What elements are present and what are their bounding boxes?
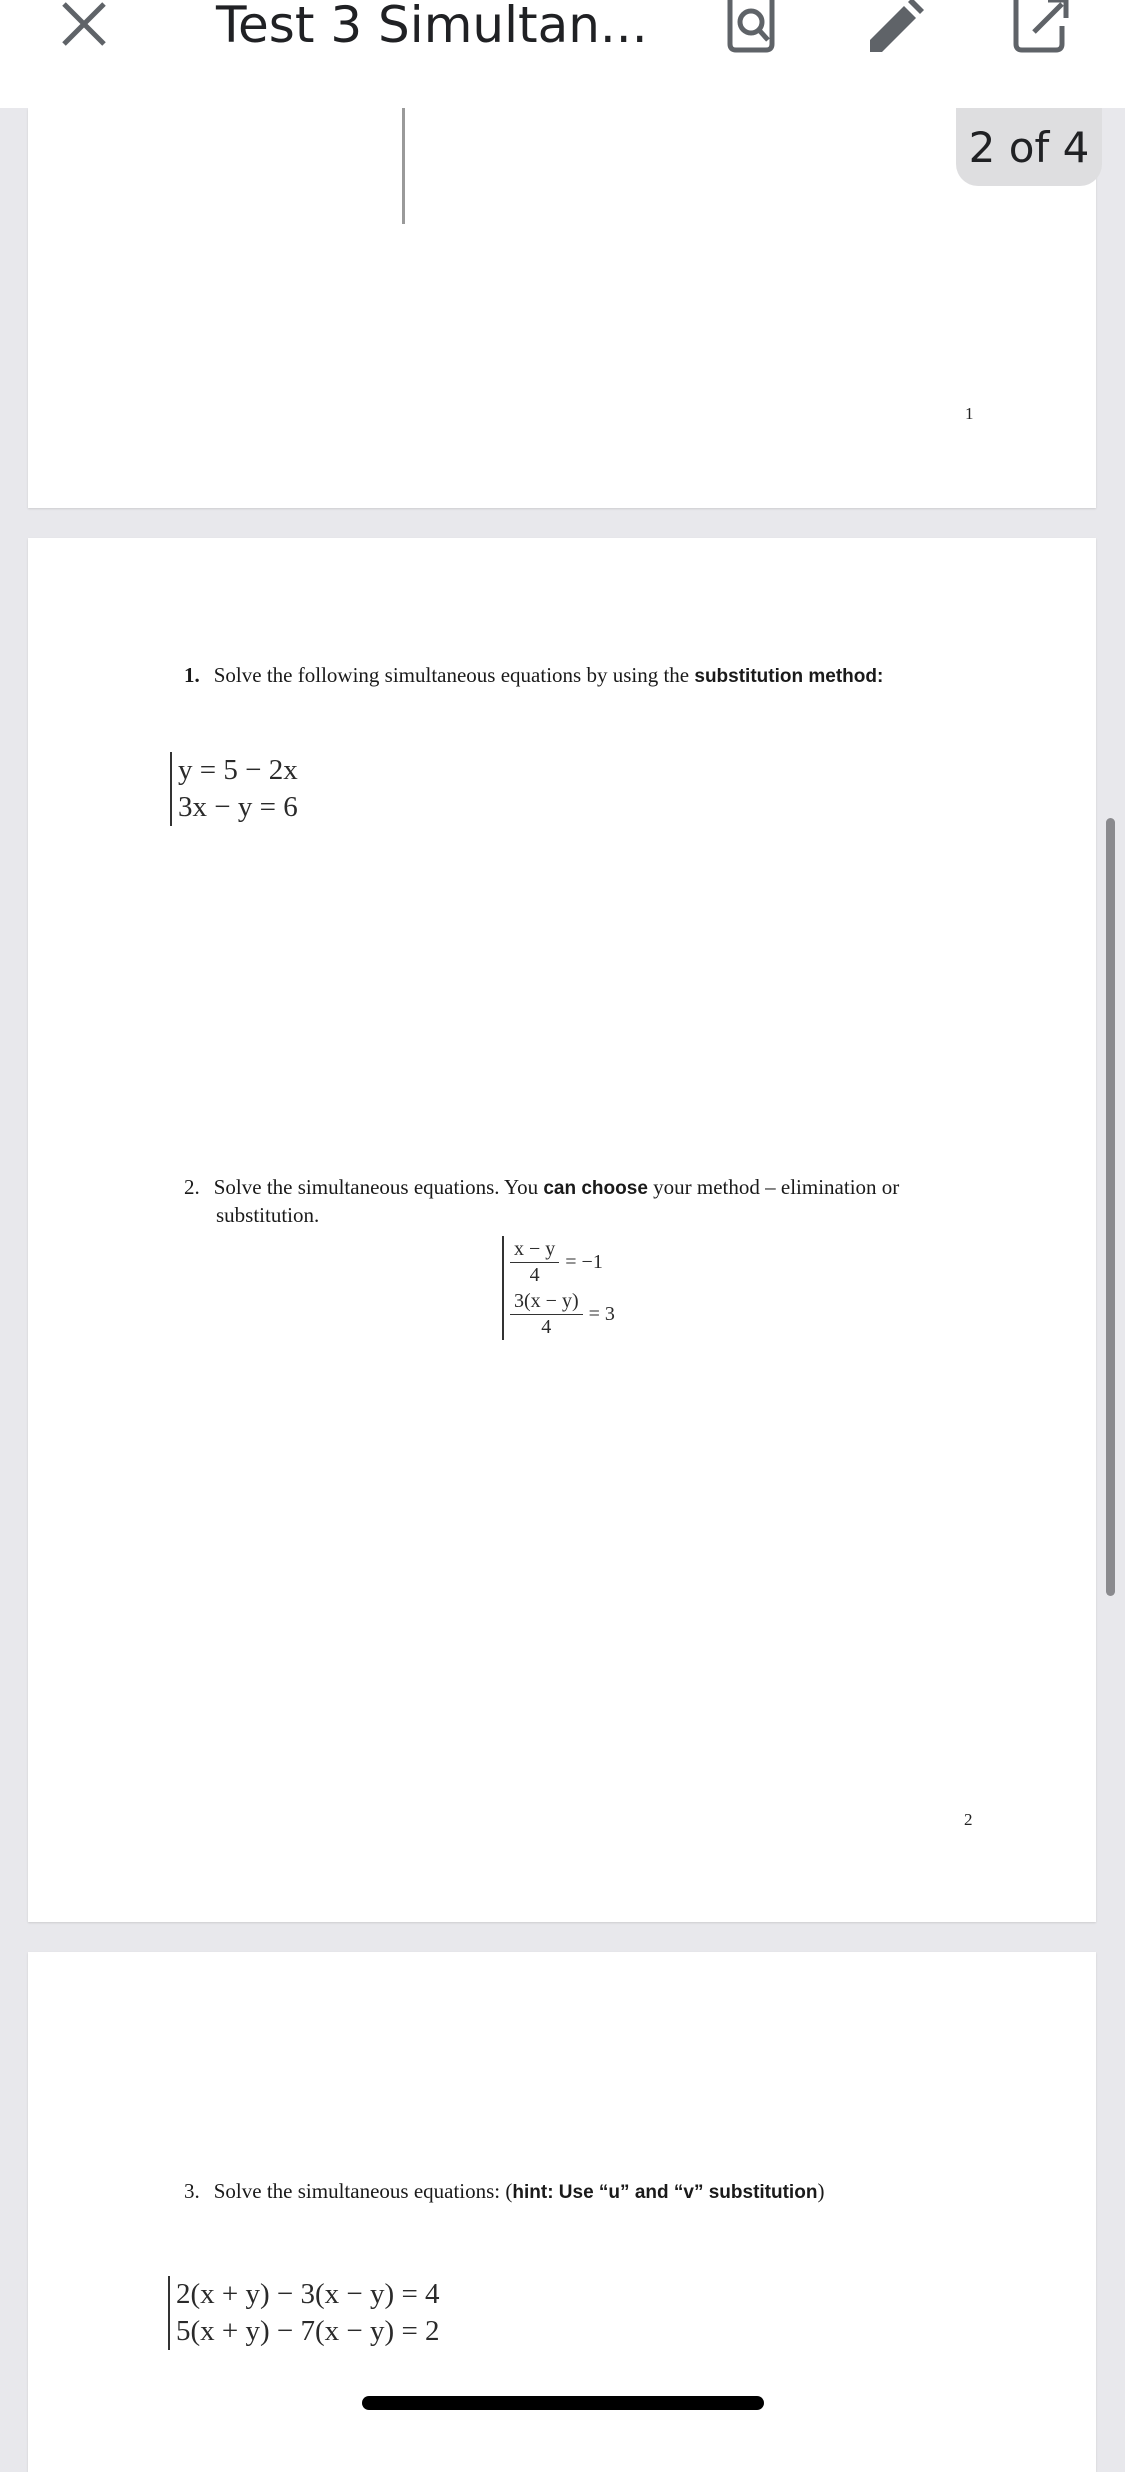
pencil-icon [864, 0, 928, 56]
question-text: Solve the simultaneous equations: ( [213, 2179, 513, 2203]
equation: 2(x + y) − 3(x − y) = 4 [176, 2278, 440, 2310]
equation [510, 1236, 615, 1288]
question-text: your method – elimination or [653, 1175, 900, 1199]
page-indicator: 2 of 4 [956, 108, 1102, 186]
open-in-new-icon [1008, 0, 1072, 56]
question-text: substitution. [216, 1203, 320, 1227]
equation: 5(x + y) − 7(x − y) = 2 [176, 2315, 440, 2347]
top-toolbar [0, 0, 1125, 108]
document-page-2 [28, 538, 1096, 1922]
question-emphasis: substitution method: [694, 666, 884, 687]
question-text: ) [817, 2179, 825, 2203]
close-icon [52, 0, 112, 50]
equation-system-1 [170, 752, 298, 826]
document-page-3 [28, 1952, 1096, 2472]
scrollbar[interactable] [1106, 818, 1115, 1596]
equation: y = 5 − 2x [178, 754, 298, 786]
question-1 [184, 662, 1044, 690]
question-2 [184, 1174, 1004, 1229]
open-in-new-button[interactable] [1008, 0, 1072, 56]
find-in-page-icon [722, 0, 786, 56]
question-emphasis: can choose [543, 1178, 648, 1199]
close-button[interactable] [52, 0, 112, 50]
document-page-1 [28, 108, 1096, 508]
right-hand-side: = 3 [588, 1302, 615, 1325]
question-emphasis: hint: Use “u” and “v” substitution [512, 2182, 818, 2203]
denominator: 4 [541, 1316, 552, 1338]
question-text: Solve the simultaneous equations. You [213, 1175, 539, 1199]
fraction [510, 1290, 583, 1338]
question-number: 2. [184, 1175, 200, 1199]
numerator: x − y [510, 1238, 559, 1263]
page-number: 1 [965, 404, 974, 423]
question-3 [184, 2178, 1044, 2206]
fraction [510, 1238, 559, 1286]
equation: 3x − y = 6 [178, 791, 298, 823]
question-number: 1. [184, 663, 200, 687]
equation-system-3 [168, 2276, 440, 2350]
edit-button[interactable] [864, 0, 928, 56]
text-cursor [402, 106, 405, 224]
numerator: 3(x − y) [510, 1290, 583, 1315]
page-number: 2 [964, 1810, 973, 1829]
equation [510, 1288, 615, 1340]
question-number: 3. [184, 2179, 200, 2203]
right-hand-side: = −1 [565, 1250, 603, 1273]
question-text: Solve the following simultaneous equations by using the [213, 663, 690, 687]
equation-system-2 [502, 1236, 615, 1340]
home-indicator[interactable] [362, 2396, 764, 2410]
document-title: Test 3 Simultan... [216, 0, 648, 54]
denominator: 4 [529, 1264, 540, 1286]
find-in-page-button[interactable] [722, 0, 786, 56]
